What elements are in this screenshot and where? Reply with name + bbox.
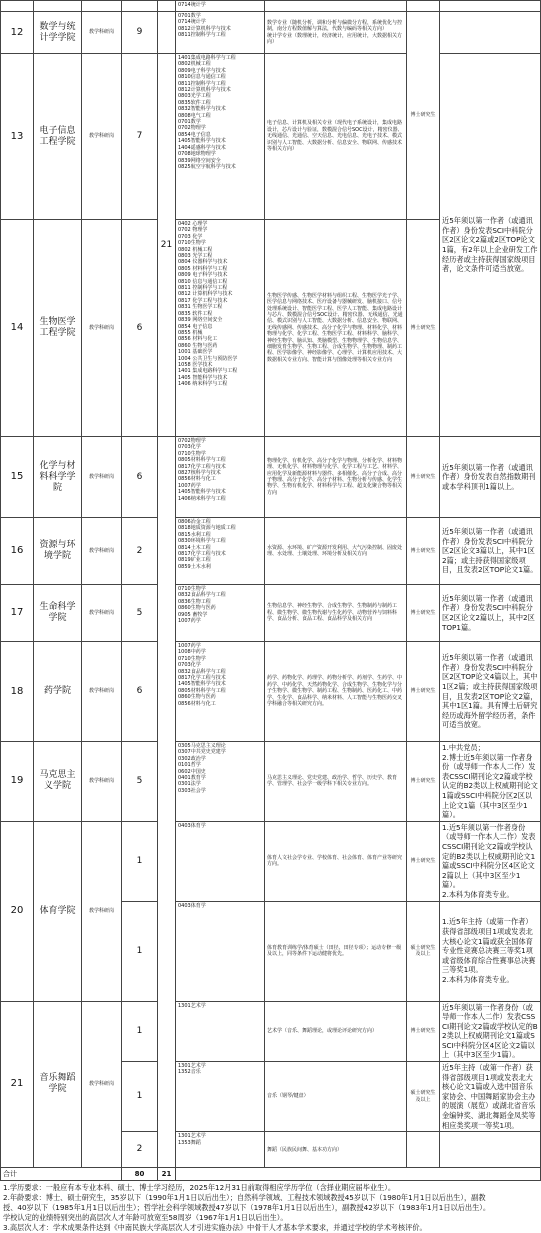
type-cell: 教学科研岗 (82, 585, 122, 642)
count-cell: 6 (122, 642, 158, 742)
college-cell: 化学与材料科学学院 (34, 437, 82, 518)
direction-cell: 生物信息学、神经生物学、合成生物学、生物制药与制药工程、微生物学、微生物代谢与生化药学、动物营养与饲料科学、食品分析、食品工程、食品科学及相关方向 (265, 585, 407, 642)
col-cell (158, 12, 176, 54)
major-cell: 0710生物学 0832食品科学与工程 0836生物工程 0860生物与医药 0905 畜牧学 1007药学 (176, 585, 265, 642)
notes (0, 1181, 540, 1233)
direction-cell: 音乐（钢琴/键盘） (265, 1062, 407, 1132)
college-cell: 马克思主义学院 (34, 742, 82, 822)
table-row (1, 742, 541, 822)
condition-cell: 近5年须以第一作者（或通讯作者）身份发表SCI中科院分区2区论文2篇或2区TOP论文1篇，有2年以上企业研发工作经历者或主持获得国家级项目者，论文条件可适当放宽。 (440, 54, 541, 437)
col-cell (158, 437, 176, 1168)
cell-blank (176, 1168, 541, 1181)
cell-blank (82, 1, 122, 12)
degree-cell: 博士研究生 (407, 1001, 440, 1062)
condition-cell: 近5年须以第一作者（或通讯作者）身份发表SCI中科院分区2区TOP论文4篇以上，其中1区2篇；或主持获得国家级项目，且发表2区TOP论文2篇，其中1区1篇。具有博士后研究经历或海外留学经历者，条件可适当放宽。 (440, 642, 541, 742)
no-cell: 19 (1, 742, 34, 822)
count-cell: 5 (122, 742, 158, 822)
direction-cell: 体育人文社会学专业、学校体育、社会体育、体育产业等研究方向。 (265, 821, 407, 901)
count-cell: 5 (122, 585, 158, 642)
count-cell: 6 (122, 220, 158, 437)
college-cell: 药学院 (34, 642, 82, 742)
count-cell: 6 (122, 437, 158, 518)
count-cell: 2 (122, 1132, 158, 1168)
condition-cell (440, 1132, 541, 1168)
cell-blank (407, 1, 440, 12)
degree-cell: 博士研究生 (407, 742, 440, 822)
direction-cell: 艺术学（音乐、舞蹈理论，或理论评论研究方向） (265, 1001, 407, 1062)
table-row (1, 821, 541, 901)
table-row (1, 1001, 541, 1062)
cell-blank (1, 1, 34, 12)
major-cell: 1007药学 1008中药学 0710生物学 0703化学 0832食品科学与工程 0817化学工程与技术 1405智能科学与技术 0805材料科学与工程 0860生物与医药 0856材料与化工 (176, 642, 265, 742)
table-row (1, 642, 541, 742)
no-cell: 18 (1, 642, 34, 742)
major-cell: 1401集成电路科学与工程 0802机械工程 0809电子科学与技术 0810信息与通信工程 0811控制科学与工程 0812计算机科学与技术 0803光学工程 0835软件工程 0832智能科学与技术 0808电气工程 0701数学 0702物理学 0854电子信息 1405智能科学与技术 1404遥感科学与技术 0708地球物理学 0839网络空间安全 0825航空宇航科学与技术 (176, 54, 265, 220)
no-cell: 17 (1, 585, 34, 642)
table-row (1, 518, 541, 585)
major-cell: 0402 心理学 0702 物理学 0703 化学 0710生物学 0802 机械工程 0803 光学工程 0804 仪器科学与技术 0805 材料科学与工程 0809 电子科学与技术 0810 信息与通信工程 0811 控制科学与工程 0812 计算机科学与技术 0817 化学工程与技术 0831 生物医学工程 0835 软件工程 0839 网络空间安全 0854 电子信息 0855 机械 0856 材料与化工 0860 生物与医药 1001 基础医学 1004 公共卫生与预防医学 1058 医学技术 1401 集成电路科学与工程 1405 智能科学与技术 1406 纳米科学与工程 (176, 220, 265, 437)
type-cell: 教学科研岗 (82, 54, 122, 220)
direction-cell: 马克思主义理论、党史党建、政治学、哲学、历史学、教育学、管理学、社会学一级学科下相关专业方向。 (265, 742, 407, 822)
major-cell: 1301艺术学 1353舞蹈 (176, 1132, 265, 1168)
no-cell: 14 (1, 220, 34, 437)
no-cell: 12 (1, 12, 34, 54)
type-cell: 教学科研岗 (82, 642, 122, 742)
note-line: 学校认定的业绩特别突出的高层次人才年龄可放宽至58周岁（1967年1月1日以后出生）。 (3, 1213, 288, 1223)
major-cell: 0403体育学 (176, 821, 265, 901)
total-col: 21 (158, 1168, 176, 1181)
table-row (1, 1, 541, 12)
note-line: 1.学历要求：一般应有本专业本科、硕士、博士学习经历，2025年12月31日前取得相应学历学位（含择业期应届毕业生）。 (3, 1183, 396, 1193)
direction-cell: 药学、药物化学、药理学、药物分析学、药剂学、生药学、中药学、中药化学、天然药物化学、合成生物学、生物化学与分子生物学、微生物学、制药工程、生物制药、医药化工、中药学、生化学、食品科学、纳米材料、人工智能与生物医药交叉学科融合等相关研究方向。 (265, 642, 407, 742)
major-cell: 0702物理学 0703化学 0710生物学 0805材料科学与工程 0817化学工程与技术 0827核科学与技术 0856材料与化工 1007药学 1405智能科学与技术 1406纳米科学与工程 (176, 437, 265, 518)
major-cell: 0701数学 0714统计学 0812计算机科学与技术 0811控制科学与工程 (176, 12, 265, 54)
major-cell: 0714统计学 (176, 1, 265, 12)
condition-cell: 1.近5年须以第一作者身份（或导师一作本人二作）发表CSSCI期刊论文2篇或学校认定的B2类以上权威期刊论文1篇或SSCI中科院分区4区论文2篇以上（其中3区至少1篇）。 2.本科为体育类专业。 (440, 821, 541, 901)
degree-cell: 博士研究生 (407, 518, 440, 585)
type-cell: 教学科研岗 (82, 821, 122, 1001)
table-row (1, 12, 541, 54)
degree-cell: 博士研究生 (407, 12, 440, 220)
degree-cell (407, 1132, 440, 1168)
no-cell: 16 (1, 518, 34, 585)
count-cell: 1 (122, 821, 158, 901)
cell-blank (122, 1, 158, 12)
direction-cell: 生物医学传感、生物医学材料与组织工程、生物医学光子学、医学信息与网络技术、医疗设备与器械研发、脑机接口、信号处理系统设计、智能医学工程、医学人工智能、集成电路设计与芯片、数模混合信号SOC设计、精密仪器、无线通信、光通信、模式识别与人工智能、大数据分析、信息安全、物联网、无线传感网、传感技术、高分子化学与物理、材料化学、材料物理与化学、化学工程、生物医学工程、材料科学、脑科学、神经生物学、脑认知、类脑模型、生物物理学、生物信息学、细胞发育生物学、生物工程、合成生物学、生物物理、制药工程、医学影像学、神经影像学、心理学、计算机应用技术、大数据相关专业方向、智能计算与图像处理等相关专业方向 (265, 220, 407, 437)
college-cell: 资源与环境学院 (34, 518, 82, 585)
total-row (1, 1168, 541, 1181)
note-line: 授、40岁以下（1985年1月1日以后出生）；哲学社会科学领域教授47岁以下（1978年1月1日以后出生），副教授42岁以下（1983年1月1日以后出生）。 (3, 1203, 491, 1213)
no-cell: 21 (1, 1001, 34, 1168)
college-cell: 体育学院 (34, 821, 82, 1001)
direction-cell: 体育教育训练学/体育硕士（田径、田径专项）；运动专修一级及以上，同等条件下运动健将优先。 (265, 901, 407, 1001)
total-count: 80 (122, 1168, 158, 1181)
degree-cell: 博士研究生 (407, 821, 440, 901)
table-row (1, 54, 541, 220)
count-cell: 7 (122, 54, 158, 220)
degree-cell: 硕士研究生及以上 (407, 1062, 440, 1132)
no-cell: 20 (1, 821, 34, 1001)
type-cell: 教学科研岗 (82, 437, 122, 518)
count-cell: 1 (122, 901, 158, 1001)
cell-blank (158, 1, 176, 12)
degree-cell: 博士研究生 (407, 437, 440, 518)
type-cell: 教学科研岗 (82, 12, 122, 54)
college-cell: 音乐舞蹈学院 (34, 1001, 82, 1168)
condition-cell: 1.中共党员； 2.博士近5年须以第一作者身份（或导师一作本人二作）发表CSSCI期刊论文2篇或学校认定的B2类以上权威期刊论文1篇或SSCI中科院分区2区以上论文1篇（其中3区至少1篇）。 (440, 742, 541, 822)
count-cell: 2 (122, 518, 158, 585)
type-cell: 教学科研岗 (82, 742, 122, 822)
direction-cell: 电子信息、计算机及相关专业（现代电子系统设计，集成电路设计，芯片设计与验证，数模混合信号SOC设计，精密仪器、无线通信、光通信、空天信息、光电信息、光电子技术、模式识别与人工智能、大数据分析、信息安全、物联网、传感技术等相关方向） (265, 54, 407, 220)
count-cell: 1 (122, 1001, 158, 1062)
college-cell: 电子信息工程学院 (34, 54, 82, 220)
cell-blank (265, 1, 407, 12)
college-cell: 数学与统计学学院 (34, 12, 82, 54)
direction-cell: 水资源、水环境、矿产资源开发利用、大气污染控制、固废处理、水处理、土壤处理、环境分析及相关方向 (265, 518, 407, 585)
college-cell: 生命科学学院 (34, 585, 82, 642)
total-label: 合计 (1, 1168, 122, 1181)
type-cell: 教学科研岗 (82, 1001, 122, 1168)
major-cell: 0305马克思主义理论 0307中共党史党建学 0302政治学 0101哲学 0602中国史 0401教育学 0301法学 0303社会学 (176, 742, 265, 822)
type-cell: 教学科研岗 (82, 220, 122, 437)
degree-cell: 博士研究生 (407, 642, 440, 742)
col-cell: 21 (158, 54, 176, 437)
major-cell: 0806冶金工程 0818地质资源与地质工程 0815水利工程 0830环境科学与工程 0814土木工程 0817化学工程与技术 0819矿业工程 0859土木水利 (176, 518, 265, 585)
note-line: 3.高层次人才：学术成果条件达到《中南民族大学高层次人才引进实施办法》中骨干人才基本学术要求，并通过学校的学术考核评价。 (3, 1223, 427, 1233)
college-cell: 生物医学工程学院 (34, 220, 82, 437)
count-cell: 1 (122, 1062, 158, 1132)
condition-cell: 近5年须以第一作者（或通讯作者）身份发表自然指数期刊或本学科顶刊1篇以上。 (440, 437, 541, 518)
cell-blank (34, 1, 82, 12)
degree-cell: 博士研究生 (407, 220, 440, 437)
condition-cell: 近5年主持（或第一作者）获得省部级项目1项或发表北大核心论文1篇或入选中国音乐家协会、中国舞蹈家协会主办的展演（展览）或湖北省音乐金编钟奖、湖北舞蹈金凤奖等相应类奖项一等奖1项。 (440, 1062, 541, 1132)
major-cell: 1301艺术学 (176, 1001, 265, 1062)
major-cell: 0403体育学 (176, 901, 265, 1001)
condition-cell: 近5年须以第一作者身份（或导师一作本人二作）发表CSSCI期刊论文2篇或学校认定的B2类以上权威期刊论文1篇或SSCI中科院分区4区论文2篇以上（其中3区至少1篇）。 (440, 1001, 541, 1062)
direction-cell: 物理化学、有机化学、高分子化学与物理、分析化学、材料物理、无机化学、材料物理与化学、化学工程与工艺、材料学、应用化学及新能源材料与器件、多相催化、高分子合成、高分子物理、高分子化学、高分子材料、生物分析与传感、化学生物学、生物有机化学、材料科学与工程、超支化聚合物等相关方向 (265, 437, 407, 518)
direction-cell: 数学专业（随机分析，调和分析与偏微分方程，系统优化与控制，南分方程数值解与算法，代数与编码等相关方向） 统计学专业（数理统计，经济统计，应用统计，大数据相关方向） (265, 12, 407, 54)
no-cell: 15 (1, 437, 34, 518)
direction-cell: 舞蹈（民族民间舞、基本功方向） (265, 1132, 407, 1168)
condition-cell (440, 12, 541, 54)
type-cell: 教学科研岗 (82, 518, 122, 585)
condition-cell: 近5年须以第一作者（或通讯作者）身份发表SCI中科院分区2区论文3篇以上，其中1区2篇；或主持获得国家级项目，且发表2区TOP论文1篇。 (440, 518, 541, 585)
no-cell: 13 (1, 54, 34, 220)
count-cell: 9 (122, 12, 158, 54)
table-row (1, 585, 541, 642)
table-row (1, 437, 541, 518)
degree-cell: 硕士研究生及以上 (407, 901, 440, 1001)
cell-blank (440, 1, 541, 12)
note-line: 2.年龄要求：博士、硕士研究生，35岁以下（1990年1月1日以后出生）；自然科学领域、工程技术领域教授45岁以下（1980年1月1日以后出生），副教 (3, 1193, 486, 1203)
condition-cell: 1.近5年主持（或第一作者）获得省部级项目1项或发表北大核心论文1篇或获全国体育专业性竞赛总决赛三等奖1项或省级体育综合性赛事总决赛三等奖1项。 2.本科为体育类专业。 (440, 901, 541, 1001)
condition-cell: 近5年须以第一作者（或通讯作者）身份发表SCI中科院分区2区论文2篇以上，其中2区TOP1篇。 (440, 585, 541, 642)
degree-cell: 博士研究生 (407, 585, 440, 642)
major-cell: 1301艺术学 1352音乐 (176, 1062, 265, 1132)
